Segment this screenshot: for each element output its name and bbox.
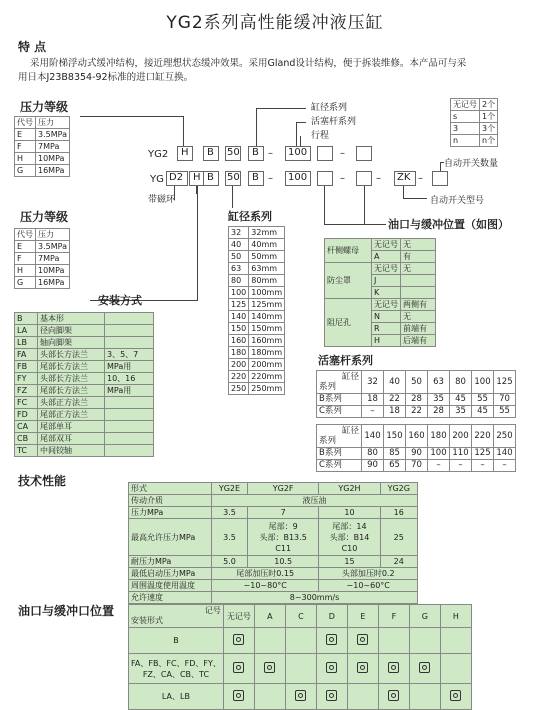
- tech-proof-g: 24: [380, 556, 417, 568]
- rod1-B6: 70: [494, 394, 516, 406]
- m-r6c0: FZ: [15, 385, 38, 397]
- b-r4c1: 80mm: [249, 275, 285, 287]
- tech-maxp-h3: C10: [341, 543, 358, 553]
- pt1-h1: 压力: [36, 117, 70, 129]
- pt2-h1: 压力: [36, 229, 70, 241]
- opt-r6c1: 无: [401, 311, 436, 323]
- m-r0c0: B: [15, 313, 38, 325]
- rod2-B5: 125: [472, 448, 494, 460]
- oil-col-2: C: [285, 605, 316, 628]
- code1-mount-box: B: [203, 146, 219, 161]
- tech-h4: YG2G: [380, 483, 417, 495]
- pt1-r0c0: E: [15, 129, 36, 141]
- pressure-table-1: [14, 116, 70, 177]
- code2-pressure-box: H: [189, 171, 205, 186]
- m-r4c0: FB: [15, 361, 38, 373]
- label-rod-series: 活塞杆系列: [311, 117, 357, 127]
- tech-proof-e: 5.0: [212, 556, 248, 568]
- m-r5c1: 头部长方法兰: [38, 373, 105, 385]
- sc-r2c1: 3个: [480, 123, 498, 135]
- pt2-r2c1: 10MPa: [36, 265, 70, 277]
- b-r8c1: 150mm: [249, 323, 285, 335]
- switch-count-table: [450, 98, 498, 147]
- tech-temp-label: 周围温度使用温度: [129, 580, 212, 592]
- b-r5c0: 100: [229, 287, 249, 299]
- rod2-B6: 140: [494, 448, 516, 460]
- pt1-r1c1: 7MPa: [36, 141, 70, 153]
- tech-pressure-h: 10: [319, 507, 380, 519]
- m-r7c0: FC: [15, 397, 38, 409]
- port-symbol-icon: [357, 662, 368, 673]
- code2-dash1: –: [268, 173, 273, 184]
- bore-heading: 缸径系列: [228, 210, 272, 223]
- b-r10c0: 180: [229, 347, 249, 359]
- tech-maxp-f1: 尾部：9: [268, 521, 298, 531]
- m-r1c0: LA: [15, 325, 38, 337]
- pt1-r2c1: 10MPa: [36, 153, 70, 165]
- opt-r5c1: 两侧有: [401, 299, 436, 311]
- pt1-r0c1: 3.5MPa: [36, 129, 70, 141]
- tech-h2: YG2F: [247, 483, 319, 495]
- pt1-r2c0: H: [15, 153, 36, 165]
- code1-option-box1: [317, 146, 333, 161]
- rod1-B5: 55: [472, 394, 494, 406]
- port-symbol-icon: [326, 634, 337, 645]
- code2-bore-box: 50: [225, 171, 241, 186]
- m-r3c1: 头部长方法兰: [38, 349, 105, 361]
- b-r7c0: 140: [229, 311, 249, 323]
- oil-row-la: LA、LB: [129, 684, 224, 710]
- rod1-C4: 35: [450, 406, 472, 418]
- tech-pressure-g: 16: [380, 507, 417, 519]
- b-r6c1: 125mm: [249, 299, 285, 311]
- opt-r2c0: 无记号: [372, 263, 401, 275]
- rod1-b0: 32: [362, 371, 384, 394]
- sc-r0c0: 无记号: [451, 99, 480, 111]
- pt2-r1c1: 7MPa: [36, 253, 70, 265]
- rod1-B1: 22: [384, 394, 406, 406]
- tech-proof-f: 10.5: [247, 556, 319, 568]
- tech-maxp-label: 最高允许压力MPa: [129, 519, 212, 556]
- m-r8c1: 尾部正方法兰: [38, 409, 105, 421]
- rod2-corner-bottom: 系列: [319, 436, 337, 446]
- pt2-r0c0: E: [15, 241, 36, 253]
- code2-dash3: –: [376, 173, 381, 184]
- tech-speed-value: 8~300mm/s: [212, 592, 418, 604]
- tech-pressure-label: 压力MPa: [129, 507, 212, 519]
- oil-row-fa-2: FZ、CA、CB、TC: [142, 669, 210, 679]
- rod1-B2: 28: [406, 394, 428, 406]
- pressure-heading-2: 压力等级: [20, 210, 69, 224]
- port-symbol-icon: [295, 690, 306, 701]
- b-r9c1: 160mm: [249, 335, 285, 347]
- m-r9c0: CA: [15, 421, 38, 433]
- pressure-heading-1: 压力等级: [20, 100, 69, 114]
- b-r7c1: 140mm: [249, 311, 285, 323]
- rod1-C1: 18: [384, 406, 406, 418]
- opt-group-boot: 防尘罩: [325, 263, 372, 299]
- tech-pressure-e: 3.5: [212, 507, 248, 519]
- sc-r3c1: n个: [480, 135, 498, 147]
- rod1-C3: 28: [428, 406, 450, 418]
- opt-r1c1: 有: [401, 251, 436, 263]
- tech-start-label: 最低启动压力MPa: [129, 568, 212, 580]
- rod1-C0: –: [362, 406, 384, 418]
- code2-dash4: –: [418, 173, 423, 184]
- m-r5c0: FY: [15, 373, 38, 385]
- rod2-C3: –: [428, 460, 450, 472]
- oil-heading: 油口与缓冲口位置: [18, 604, 115, 618]
- b-r12c0: 220: [229, 371, 249, 383]
- rod1-rowB: B系列: [317, 394, 362, 406]
- code2-option-box1: [317, 171, 333, 186]
- rod2-C0: 90: [362, 460, 384, 472]
- pt2-r2c0: H: [15, 265, 36, 277]
- pt2-h0: 代号: [15, 229, 36, 241]
- b-r6c0: 125: [229, 299, 249, 311]
- b-r2c0: 50: [229, 251, 249, 263]
- b-r0c1: 32mm: [249, 227, 285, 239]
- tech-h1: YG2E: [212, 483, 248, 495]
- rod2-B2: 90: [406, 448, 428, 460]
- code2-stroke-box: 100: [285, 171, 311, 186]
- rod2-b4: 200: [450, 425, 472, 448]
- opt-r8c1: 后端有: [401, 335, 436, 347]
- b-r3c1: 63mm: [249, 263, 285, 275]
- rod2-C5: –: [472, 460, 494, 472]
- features-line-1: 采用阶梯浮动式缓冲结构，接近理想状态缓冲效果。采用Gland设计结构，便于拆装维修。本产品可与采: [30, 58, 467, 69]
- rod-heading: 活塞杆系列: [318, 354, 373, 367]
- port-symbol-icon: [326, 690, 337, 701]
- rod2-C2: 70: [406, 460, 428, 472]
- pressure-table-2: [14, 228, 70, 289]
- code1-rod-box: B: [248, 146, 264, 161]
- tech-start-head: 头部加压时0.2: [319, 568, 418, 580]
- port-symbol-icon: [357, 634, 368, 645]
- m-r8c0: FD: [15, 409, 38, 421]
- opt-r4c1: [401, 287, 436, 299]
- rod1-b6: 125: [494, 371, 516, 394]
- code2-dash2: –: [340, 173, 345, 184]
- label-cylinder-series: 缸径系列: [311, 103, 348, 113]
- rod2-C4: –: [450, 460, 472, 472]
- opt-r3c1: [401, 275, 436, 287]
- code2-mount-box: B: [203, 171, 219, 186]
- m-r7c1: 头部正方法兰: [38, 397, 105, 409]
- code1-dash2: –: [340, 148, 345, 159]
- sc-r1c0: s: [451, 111, 480, 123]
- label-stroke: 行程: [311, 131, 330, 141]
- m-r2c1: 轴向脚架: [38, 337, 105, 349]
- rod2-corner-top: 缸径: [341, 426, 359, 436]
- m-r6c1: 尾部长方法兰: [38, 385, 105, 397]
- rod1-C2: 22: [406, 406, 428, 418]
- oil-col-4: E: [347, 605, 378, 628]
- m-r10c1: 尾部双耳: [38, 433, 105, 445]
- tech-proof-label: 耐压力MPa: [129, 556, 212, 568]
- oil-col-3: D: [316, 605, 347, 628]
- oil-row-fa-1: FA、FB、FC、FD、FY、: [131, 658, 221, 668]
- options-table: [324, 238, 436, 347]
- pt2-r3c1: 16MPa: [36, 277, 70, 289]
- opt-group-nut: 杆侧螺母: [325, 239, 372, 263]
- rod2-rowB: B系列: [317, 448, 362, 460]
- m-r11c0: TC: [15, 445, 38, 457]
- code2-rod-box: B: [248, 171, 264, 186]
- label-switch-qty: 自动开关数量: [444, 159, 499, 169]
- rod2-b0: 140: [362, 425, 384, 448]
- tech-temp-1: −10~80°C: [212, 580, 319, 592]
- port-symbol-icon: [388, 690, 399, 701]
- code2-switch-qty-box: [432, 171, 448, 186]
- m-r2c0: LB: [15, 337, 38, 349]
- port-symbol-icon: [388, 662, 399, 673]
- rod2-B4: 110: [450, 448, 472, 460]
- code1-stroke-box: 100: [285, 146, 311, 161]
- rod2-B1: 85: [384, 448, 406, 460]
- features-heading: 特 点: [18, 40, 47, 54]
- pt1-r3c1: 16MPa: [36, 165, 70, 177]
- oil-col-1: A: [254, 605, 285, 628]
- mount-heading: 安装方式: [98, 294, 142, 307]
- opt-r8c0: H: [372, 335, 401, 347]
- m-note2: MPa用: [105, 361, 154, 373]
- code1-option-box2: [356, 146, 372, 161]
- rod2-C6: –: [494, 460, 516, 472]
- tech-temp-2: −10~60°C: [319, 580, 418, 592]
- port-symbol-icon: [233, 690, 244, 701]
- oil-corner-bottom: 安装形式: [131, 616, 163, 625]
- opt-r0c1: 无: [401, 239, 436, 251]
- code2-series: YG: [150, 174, 164, 185]
- code1-pressure-box: H: [177, 146, 193, 161]
- m-r10c0: CB: [15, 433, 38, 445]
- oil-table: [128, 604, 472, 710]
- rod1-rowC: C系列: [317, 406, 362, 418]
- rod1-B4: 45: [450, 394, 472, 406]
- b-r3c0: 63: [229, 263, 249, 275]
- oil-col-6: G: [409, 605, 440, 628]
- code1-series: YG2: [148, 149, 169, 160]
- port-symbol-icon: [233, 634, 244, 645]
- rod1-b5: 100: [472, 371, 494, 394]
- sc-r0c1: 2个: [480, 99, 498, 111]
- opt-r7c0: R: [372, 323, 401, 335]
- rod1-C5: 45: [472, 406, 494, 418]
- pt1-h0: 代号: [15, 117, 36, 129]
- opt-r3c0: J: [372, 275, 401, 287]
- b-r11c1: 200mm: [249, 359, 285, 371]
- tech-maxp-h1: 尾部：14: [332, 521, 367, 531]
- rod1-b4: 80: [450, 371, 472, 394]
- rod2-rowC: C系列: [317, 460, 362, 472]
- oil-col-5: F: [378, 605, 409, 628]
- rod1-C6: 55: [494, 406, 516, 418]
- rod1-corner-top: 缸径: [341, 372, 359, 382]
- rod2-b6: 250: [494, 425, 516, 448]
- port-symbol-icon: [264, 662, 275, 673]
- code2-switch-type-box: ZK: [394, 171, 416, 186]
- tech-start-rear: 尾部加压时0.15: [212, 568, 319, 580]
- rod1-B3: 35: [428, 394, 450, 406]
- rod1-corner-bottom: 系列: [319, 382, 337, 392]
- tech-medium-label: 传动介质: [129, 495, 212, 507]
- m-r9c1: 尾部单耳: [38, 421, 105, 433]
- opt-r0c0: 无记号: [372, 239, 401, 251]
- rod2-b3: 180: [428, 425, 450, 448]
- rod1-B0: 18: [362, 394, 384, 406]
- rod1-b1: 40: [384, 371, 406, 394]
- pt2-r1c0: F: [15, 253, 36, 265]
- opt-r1c0: A: [372, 251, 401, 263]
- tech-maxp-e: 3.5: [212, 519, 248, 556]
- b-r11c0: 200: [229, 359, 249, 371]
- features-line-2: 用日本J23B8354-92标准的进口缸互换。: [18, 72, 194, 83]
- m-r0c1: 基本形: [38, 313, 105, 325]
- m-r3c0: FA: [15, 349, 38, 361]
- tech-maxp-h2: 头部：B14: [329, 532, 370, 542]
- opt-r4c0: K: [372, 287, 401, 299]
- b-r10c1: 180mm: [249, 347, 285, 359]
- port-symbol-icon: [450, 690, 461, 701]
- tech-maxp-f3: C11: [275, 543, 292, 553]
- tech-table: [128, 482, 418, 604]
- b-r13c0: 250: [229, 383, 249, 395]
- port-symbol-icon: [233, 662, 244, 673]
- b-r0c0: 32: [229, 227, 249, 239]
- code1-dash1: –: [268, 148, 273, 159]
- b-r9c0: 160: [229, 335, 249, 347]
- pt1-r1c0: F: [15, 141, 36, 153]
- code2-option-box2: [356, 171, 372, 186]
- opt-r5c0: 无记号: [372, 299, 401, 311]
- m-note4: MPa用: [105, 385, 154, 397]
- tech-speed-label: 允许速度: [129, 592, 212, 604]
- pt2-r3c0: G: [15, 277, 36, 289]
- oil-col-0: 无记号: [223, 605, 254, 628]
- sc-r2c0: 3: [451, 123, 480, 135]
- tech-medium-value: 液压油: [212, 495, 418, 507]
- rod2-C1: 65: [384, 460, 406, 472]
- label-switch-type: 自动开关型号: [430, 196, 485, 206]
- tech-pressure-f: 7: [247, 507, 319, 519]
- b-r12c1: 220mm: [249, 371, 285, 383]
- pt2-r0c1: 3.5MPa: [36, 241, 70, 253]
- tech-h0: 形式: [129, 483, 212, 495]
- tech-heading: 技术性能: [18, 474, 67, 488]
- b-r2c1: 50mm: [249, 251, 285, 263]
- oil-col-7: H: [440, 605, 471, 628]
- tech-maxp-g: 25: [380, 519, 417, 556]
- page-title: YG2系列高性能缓冲液压缸: [166, 13, 384, 33]
- b-r13c1: 250mm: [249, 383, 285, 395]
- opt-r2c1: 无: [401, 263, 436, 275]
- tech-proof-h: 15: [319, 556, 380, 568]
- tech-h3: YG2H: [319, 483, 380, 495]
- rod2-B3: 100: [428, 448, 450, 460]
- opt-r6c0: N: [372, 311, 401, 323]
- b-r1c0: 40: [229, 239, 249, 251]
- rod2-b5: 220: [472, 425, 494, 448]
- b-r1c1: 40mm: [249, 239, 285, 251]
- mount-table: [14, 312, 154, 457]
- sc-r3c0: n: [451, 135, 480, 147]
- rod2-B0: 80: [362, 448, 384, 460]
- rod-table-1: [316, 370, 516, 418]
- port-symbol-icon: [326, 662, 337, 673]
- opt-r7c1: 前端有: [401, 323, 436, 335]
- oil-row-b: B: [129, 628, 224, 654]
- sc-r1c1: 1个: [480, 111, 498, 123]
- rod1-b2: 50: [406, 371, 428, 394]
- pt1-r3c0: G: [15, 165, 36, 177]
- opt-group-orifice: 阻尼孔: [325, 299, 372, 347]
- label-oil-position: 油口与缓冲位置（如图）: [388, 218, 509, 231]
- rod1-b3: 63: [428, 371, 450, 394]
- rod2-b1: 150: [384, 425, 406, 448]
- code2-magnet-box: D2: [166, 171, 188, 186]
- rod-table-2: [316, 424, 516, 472]
- m-r1c1: 径向脚架: [38, 325, 105, 337]
- m-note3: 10、16: [105, 373, 154, 385]
- b-r5c1: 100mm: [249, 287, 285, 299]
- label-magnet: 带磁环: [148, 195, 176, 205]
- bore-table: [228, 226, 285, 395]
- oil-corner-top: 记号: [204, 606, 221, 615]
- port-symbol-icon: [419, 662, 430, 673]
- m-r4c1: 尾部长方法兰: [38, 361, 105, 373]
- rod2-b2: 160: [406, 425, 428, 448]
- tech-maxp-f2: 头部：B13.5: [259, 532, 307, 542]
- m-note1: 3、5、7: [105, 349, 154, 361]
- b-r8c0: 150: [229, 323, 249, 335]
- m-r11c1: 中间铰轴: [38, 445, 105, 457]
- code1-bore-box: 50: [225, 146, 241, 161]
- b-r4c0: 80: [229, 275, 249, 287]
